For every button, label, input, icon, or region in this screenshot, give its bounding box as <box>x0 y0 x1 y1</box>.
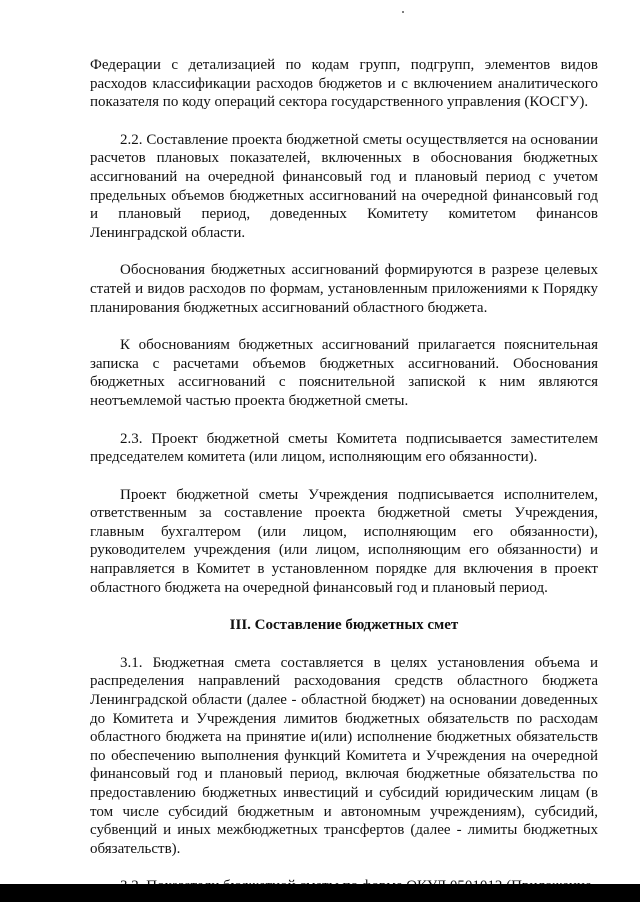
paragraph-intro-continuation: Федерации с детализацией по кодам групп, подгрупп, элементов видов расходов классификации расходов бюджетов и с включением аналитического показателя по коду операций сектора государственного управления (КОСГУ). <box>90 57 598 111</box>
scan-edge-bar <box>0 884 640 902</box>
paragraph-3-1: 3.1. Бюджетная смета составляется в целях установления объема и распределения направлений расходования средств областного бюджета Ленинградской области (далее - областной бюджет) на основании доведенных до Комитета и Учреждения лимитов бюджетных обязательств по расходам областного бюджета на принятие и(или) исполнение бюджетных обязательств по обеспечению выполнения функций Комитета и Учреждения на очередной финансовый год и плановый период, включая бюджетные обязательства по предоставлению бюджетных инвестиций и субсидий юридическим лицам (в том числе субсидий бюджетным и автономным учреждениям), субсидий, субвенций и иных межбюджетных трансфертов (далее - лимиты бюджетных обязательств). <box>90 654 598 857</box>
paragraph-gap <box>90 317 598 336</box>
paragraph-2-3: 2.3. Проект бюджетной сметы Комитета подписывается заместителем председателем комитета (или лицом, исполняющим его обязанности). <box>90 430 598 466</box>
paragraph-gap <box>90 597 598 616</box>
paragraph-gap <box>90 242 598 261</box>
paragraph-institution-draft: Проект бюджетной сметы Учреждения подписывается исполнителем, ответственным за составление проекта бюджетной сметы Учреждения, главным бухгалтером (или лицом, исполняющим его обязанности), руководителем учреждения (или лицом, исполняющим его обязанности) и направляется в Комитет в установленном порядке для включения в проект областного бюджета на очередной финансовый год и плановый период. <box>90 486 598 596</box>
paragraph-gap <box>90 467 598 486</box>
paragraph-gap <box>90 112 598 131</box>
paragraph-2-2: 2.2. Составление проекта бюджетной сметы осуществляется на основании расчетов плановых показателей, включенных в обоснования бюджетных ассигнований на очередной финансовый год и плановый период с учетом предельных объемов бюджетных ассигнований на очередной финансовый год и плановый период, доведенных Комитету комитетом финансов Ленинградской области. <box>90 131 598 241</box>
paragraph-justifications: Обоснования бюджетных ассигнований формируются в разрезе целевых статей и видов расходов по формам, установленным приложениями к Порядку планирования бюджетных ассигнований областного бюджета. <box>90 262 598 316</box>
paragraph-explanatory-note: К обоснованиям бюджетных ассигнований прилагается пояснительная записка с расчетами объемов бюджетных ассигнований. Обоснования бюджетных ассигнований с пояснительной запиской к ним являются неотъемлемой частью проекта бюджетной сметы. <box>90 337 598 409</box>
scan-speck <box>402 11 404 13</box>
paragraph-gap <box>90 635 598 654</box>
section-heading: III. Составление бюджетных смет <box>229 617 459 634</box>
paragraph-gap <box>90 411 598 430</box>
paragraph-gap <box>90 858 598 877</box>
document-body <box>90 56 598 896</box>
